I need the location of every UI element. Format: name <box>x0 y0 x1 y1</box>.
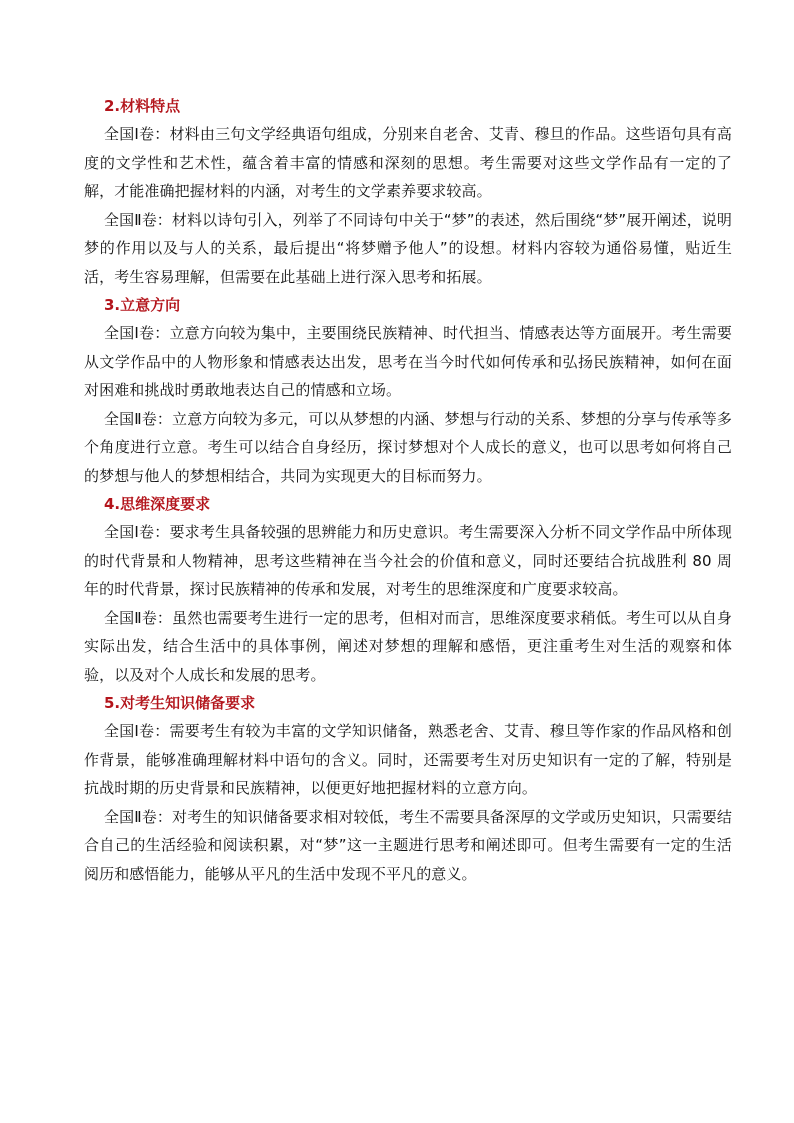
section-heading: 3.立意方向 <box>104 296 181 314</box>
section-intent-direction <box>84 291 732 490</box>
section-heading: 4.思维深度要求 <box>104 495 211 513</box>
paragraph: 全国Ⅱ卷：立意方向较为多元，可以从梦想的内涵、梦想与行动的关系、梦想的分享与传承等多个角度进行立意。考生可以结合自身经历，探讨梦想对个人成长的意义，也可以思考如何将自己的梦想与他人的梦想相结合，共同为实现更大的目标而努力。 <box>84 409 732 485</box>
paragraph: 全国Ⅰ卷：立意方向较为集中，主要围绕民族精神、时代担当、情感表达等方面展开。考生需要从文学作品中的人物形象和情感表达出发，思考在当今时代如何传承和弘扬民族精神，如何在面对困难和挑战时勇敢地表达自己的情感和立场。 <box>84 324 732 399</box>
section-heading: 2.材料特点 <box>104 97 181 115</box>
section-knowledge-requirements <box>84 689 732 888</box>
section-thinking-depth <box>84 490 732 689</box>
paragraph: 全国Ⅰ卷：要求考生具备较强的思辨能力和历史意识。考生需要深入分析不同文学作品中所体现的时代背景和人物精神，思考这些精神在当今社会的价值和意义，同时还要结合抗战胜利 80 周年的时代背景，探讨民族精神的传承和发展，对考生的思维深度和广度要求较高。 <box>84 523 732 598</box>
section-heading: 5.对考生知识储备要求 <box>104 694 256 712</box>
paragraph: 全国Ⅰ卷：需要考生有较为丰富的文学知识储备，熟悉老舍、艾青、穆旦等作家的作品风格和创作背景，能够准确理解材料中语句的含义。同时，还需要考生对历史知识有一定的了解，特别是抗战时期的历史背景和民族精神，以便更好地把握材料的立意方向。 <box>84 722 732 797</box>
paragraph: 全国Ⅱ卷：对考生的知识储备要求相对较低，考生不需要具备深厚的文学或历史知识，只需要结合自己的生活经验和阅读积累，对“梦”这一主题进行思考和阐述即可。但考生需要有一定的生活阅历和感悟能力，能够从平凡的生活中发现不平凡的意义。 <box>84 807 732 883</box>
document-body <box>84 92 732 888</box>
paragraph: 全国Ⅱ卷：材料以诗句引入，列举了不同诗句中关于“梦”的表述，然后围绕“梦”展开阐述，说明梦的作用以及与人的关系，最后提出“将梦赠予他人”的设想。材料内容较为通俗易懂，贴近生活，考生容易理解，但需要在此基础上进行深入思考和拓展。 <box>84 210 732 286</box>
paragraph: 全国Ⅱ卷：虽然也需要考生进行一定的思考，但相对而言，思维深度要求稍低。考生可以从自身实际出发，结合生活中的具体事例，阐述对梦想的理解和感悟，更注重考生对生活的观察和体验，以及对个人成长和发展的思考。 <box>84 608 732 684</box>
section-material-features <box>84 92 732 291</box>
paragraph: 全国Ⅰ卷：材料由三句文学经典语句组成，分别来自老舍、艾青、穆旦的作品。这些语句具有高度的文学性和艺术性，蕴含着丰富的情感和深刻的思想。考生需要对这些文学作品有一定的了解，才能准确把握材料的内涵，对考生的文学素养要求较高。 <box>84 125 732 200</box>
